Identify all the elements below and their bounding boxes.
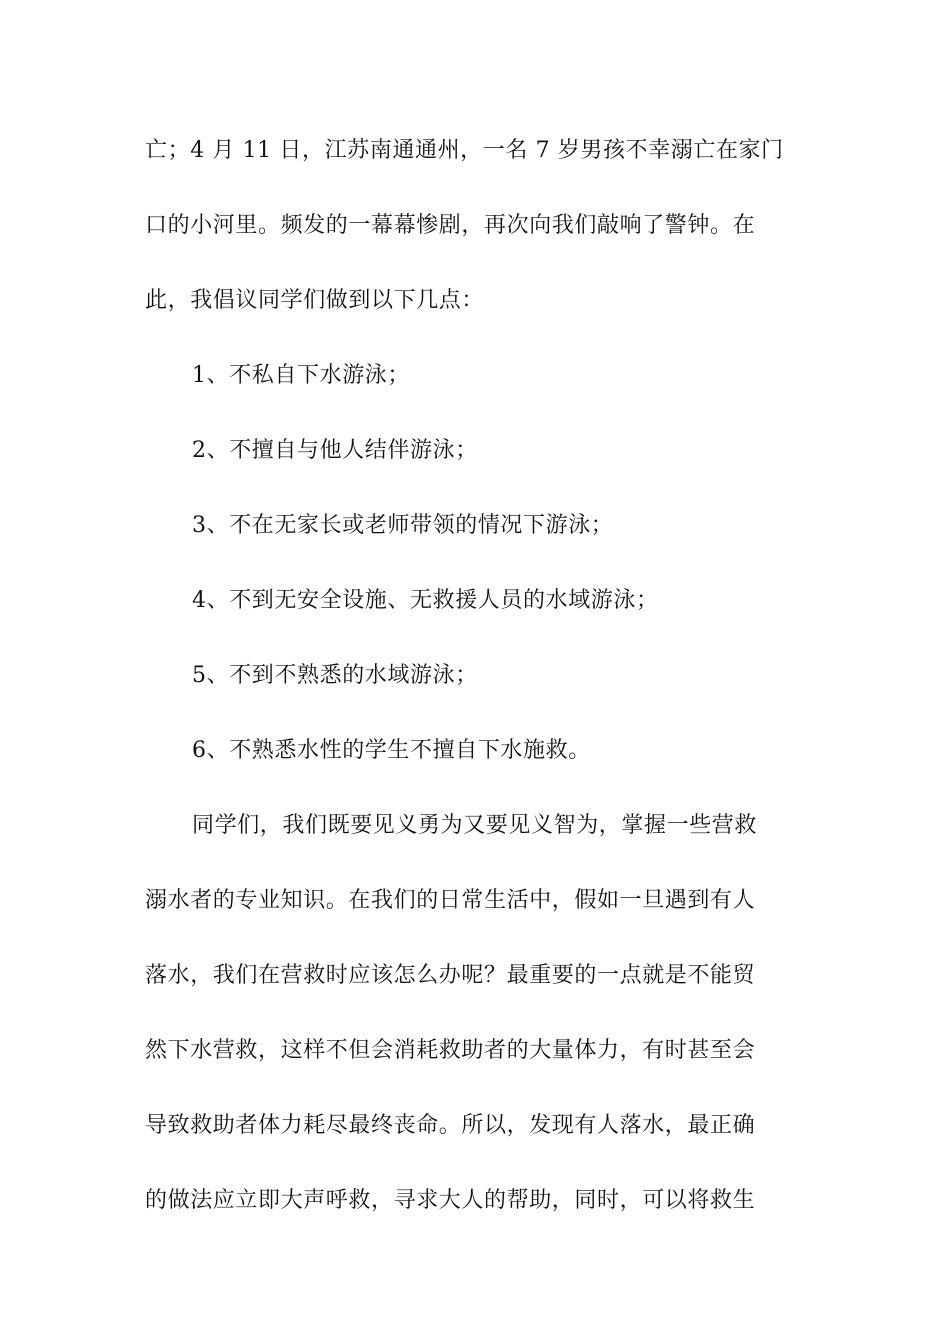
text-line: 溺水者的专业知识。在我们的日常生活中，假如一旦遇到有人	[145, 888, 756, 913]
list-item: 1、不私自下水游泳；	[192, 363, 410, 388]
text-line: 口的小河里。频发的一幕幕惨剧，再次向我们敲响了警钟。在	[145, 213, 756, 238]
text-line: 此，我倡议同学们做到以下几点：	[145, 288, 485, 313]
text-line: 亡；4 月 11 日，江苏南通通州，一名 7 岁男孩不幸溺亡在家门	[145, 138, 784, 163]
list-item: 2、不擅自与他人结伴游泳；	[192, 438, 478, 463]
text-line: 同学们，我们既要见义勇为又要见义智为，掌握一些营救	[192, 813, 758, 838]
text-line: 的做法应立即大声呼救，寻求大人的帮助，同时，可以将救生	[145, 1188, 756, 1213]
list-item: 6、不熟悉水性的学生不擅自下水施救。	[192, 738, 591, 763]
text-line: 落水，我们在营救时应该怎么办呢？最重要的一点就是不能贸	[145, 963, 756, 988]
text-line: 导致救助者体力耗尽最终丧命。所以，发现有人落水，最正确	[145, 1113, 756, 1138]
list-item: 3、不在无家长或老师带领的情况下游泳；	[192, 513, 614, 538]
list-item: 5、不到不熟悉的水域游泳；	[192, 663, 478, 688]
list-item: 4、不到无安全设施、无救援人员的水域游泳；	[192, 588, 659, 613]
text-line: 然下水营救，这样不但会消耗救助者的大量体力，有时甚至会	[145, 1038, 756, 1063]
